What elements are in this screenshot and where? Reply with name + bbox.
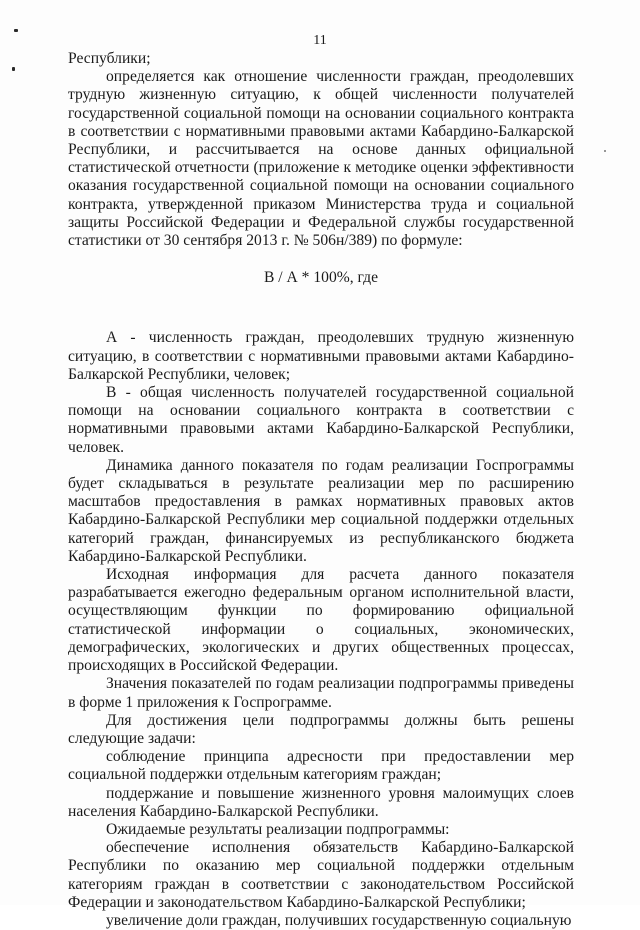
list-item: увеличение доли граждан, получивших государственную социальную <box>106 911 572 929</box>
paragraph: Республики; <box>68 50 151 67</box>
scan-speck <box>12 67 15 71</box>
list-item: поддержание и повышение жизненного уровня малоимущих слоев населения Кабардино-Балкарской Республики. <box>68 784 574 820</box>
scan-speck <box>14 29 18 32</box>
page-number: 11 <box>313 33 327 48</box>
body-text <box>68 50 574 930</box>
paragraph: определяется как отношение численности граждан, преодолевших трудную жизненную ситуацию, к общей численности получателей государственной социальной помощи на основании социального контракта в соответствии с нормативными правовыми актами Кабардино-Балкарской Республики, и рассчитывается на основе данных официальной статистической отчетности (приложение к методике оценки эффективности оказания государственной социальной помощи на основании социального контракта, утвержденной приказом Министерства труда и социальной защиты Российской Федерации и Федеральной службы государственной статистики от 30 сентября 2013 г. № 506н/389) по формуле: <box>68 68 574 250</box>
paragraph: В - общая численность получателей государственной социальной помощи на основании социального контракта в соответствии с нормативными правовыми актами Кабардино-Балкарской Республики, человек. <box>68 384 574 456</box>
list-item: обеспечение исполнения обязательств Кабардино-Балкарской Республики по оказанию мер социальной поддержки отдельным категориям граждан в соответствии с законодательством Российской Федерации и законодательством Кабардино-Балкарской Республики; <box>68 839 574 911</box>
paragraph: Для достижения цели подпрограммы должны быть решены следующие задачи: <box>68 711 574 747</box>
paragraph: А - численность граждан, преодолевших трудную жизненную ситуацию, в соответствии с нормативными правовыми актами Кабардино-Балкарской Республики, человек; <box>68 329 574 383</box>
paragraph: Значения показателей по годам реализации подпрограммы приведены в форме 1 приложения к Госпрограмме. <box>68 675 574 711</box>
paragraph: Исходная информация для расчета данного показателя разрабатывается ежегодно федеральным органом исполнительной власти, осуществляющим функции по формированию официальной статистической информации о социальных, экономических, демографических, экологических и других общественных процессах, происходящих в Российской Федерации. <box>68 566 574 675</box>
paragraph: Динамика данного показателя по годам реализации Госпрограммы будет складываться в результате реализации мер по расширению масштабов предоставления в рамках нормативных правовых актов Кабардино-Балкарской Республики мер социальной поддержки отдельных категорий граждан, финансируемых из республиканского бюджета Кабардино-Балкарской Республики. <box>68 456 574 565</box>
paragraph: Ожидаемые результаты реализации подпрограммы: <box>106 820 450 838</box>
formula: В / А * 100%, где <box>263 269 379 287</box>
list-item: соблюдение принципа адресности при предоставлении мер социальной поддержки отдельным категориям граждан; <box>68 748 574 784</box>
scan-speck <box>604 150 606 152</box>
